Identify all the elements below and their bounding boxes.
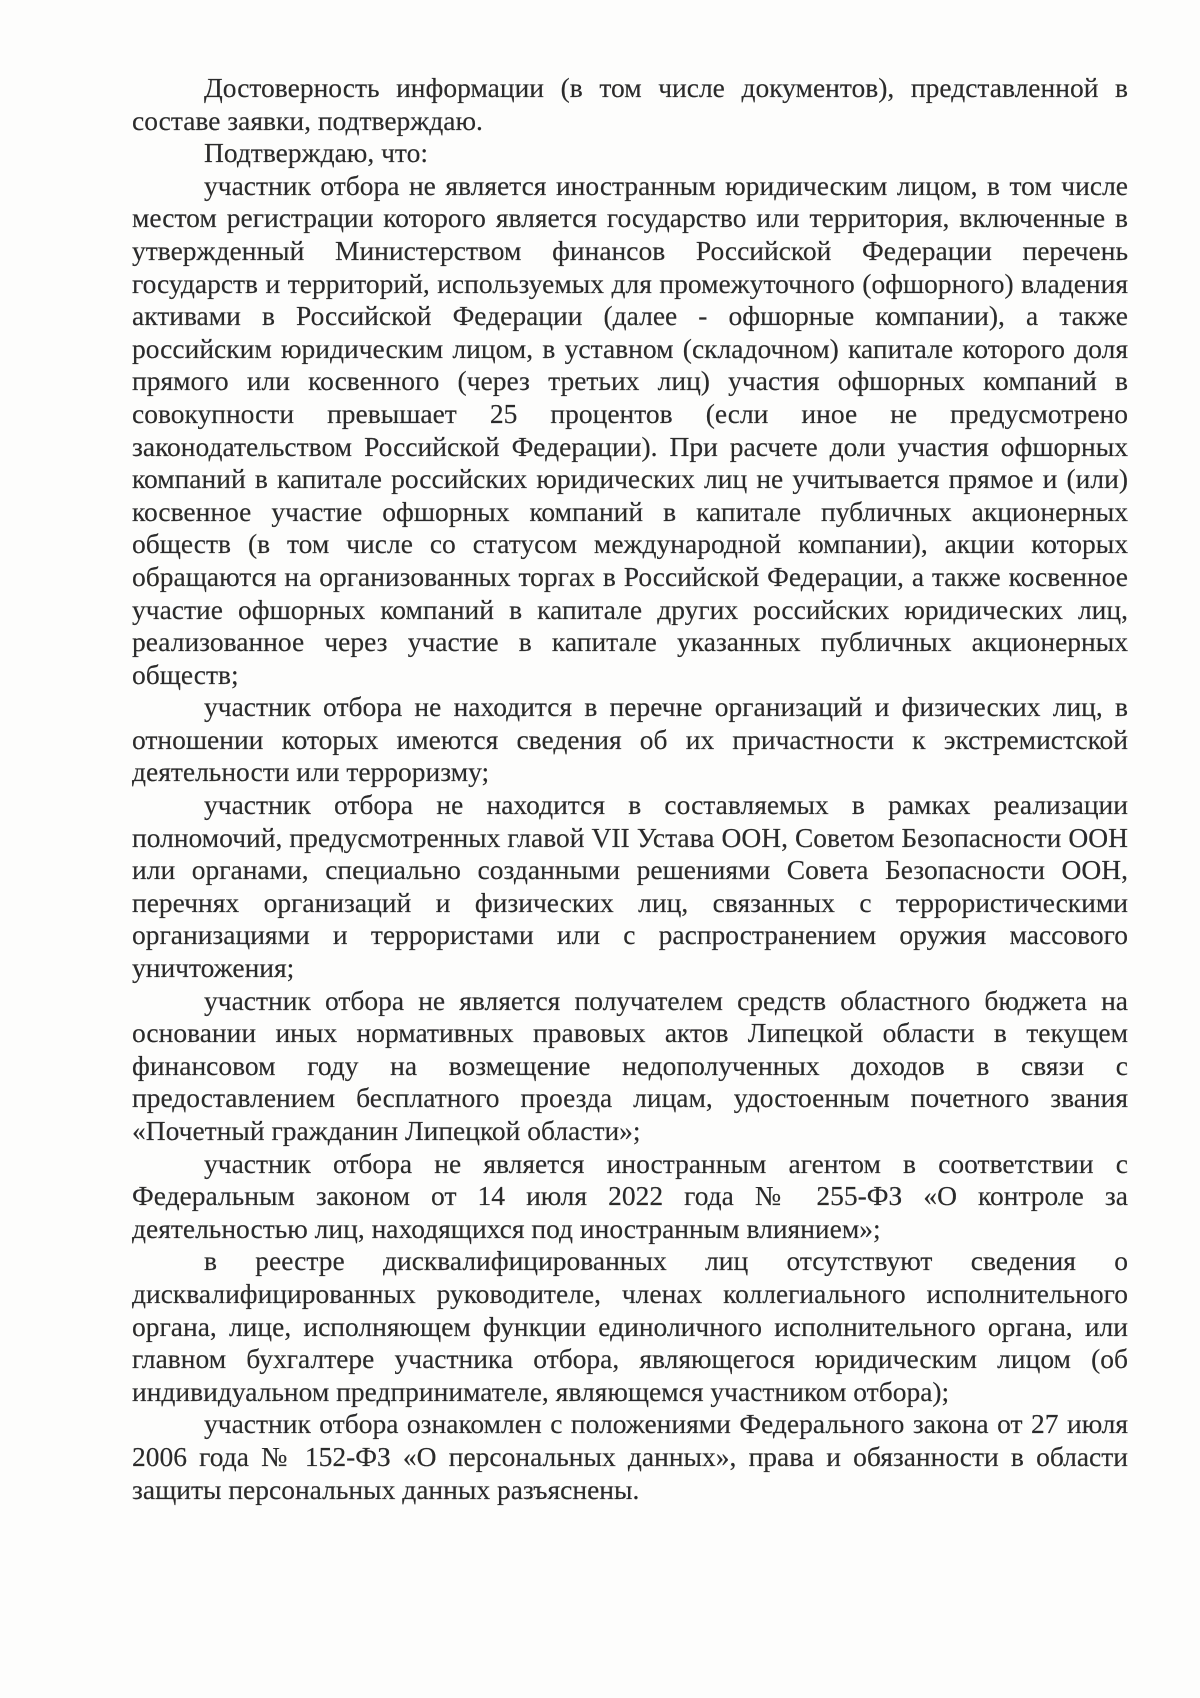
paragraph-not-un-sanctions-list: участник отбора не находится в составляемых в рамках реализации полномочий, предусмотренных главой VII Устава ООН, Советом Безопасности ООН или органами, специально созданными решениями Совета Безопасности ООН, перечнях организаций и физических лиц, связанных с террористическими организациями и террористами или с распространением оружия массового уничтожения; xyxy=(132,789,1128,984)
document-body xyxy=(132,72,1128,1506)
paragraph-not-foreign-agent: участник отбора не является иностранным агентом в соответствии с Федеральным законом от 14 июля 2022 года № 255-ФЗ «О контроле за деятельностью лиц, находящихся под иностранным влиянием»; xyxy=(132,1147,1128,1244)
paragraph-disqualified-registry: в реестре дисквалифицированных лиц отсутствуют сведения о дисквалифицированных руководителе, членах коллегиального исполнительного органа, лице, исполняющем функции единоличного исполнительного органа, или главном бухгалтере участника отбора, являющегося юридическим лицом (об индивидуальном предпринимателе, являющемся участником отбора); xyxy=(132,1245,1128,1407)
paragraph-not-foreign-entity: участник отбора не является иностранным юридическим лицом, в том числе местом регистрации которого является государство или территория, включенные в утвержденный Министерством финансов Российской Федерации перечень государств и территорий, используемых для промежуточного (офшорного) владения активами в Российской Федерации (далее - офшорные компании), а также российским юридическим лицом, в уставном (складочном) капитале которого доля прямого или косвенного (через третьих лиц) участия офшорных компаний в совокупности превышает 25 процентов (если иное не предусмотрено законодательством Российской Федерации). При расчете доли участия офшорных компаний в капитале российских юридических лиц не учитывается прямое и (или) косвенное участие офшорных компаний в капитале публичных акционерных обществ (в том числе со статусом международной компании), акции которых обращаются на организованных торгах в Российской Федерации, а также косвенное участие офшорных компаний в капитале других российских юридических лиц, реализованное через участие в капитале указанных публичных акционерных обществ; xyxy=(132,169,1128,690)
paragraph-not-extremist-list: участник отбора не находится в перечне организаций и физических лиц, в отношении которых имеются сведения об их причастности к экстремистской деятельности или терроризму; xyxy=(132,691,1128,788)
paragraph-confirmation-intro: Подтверждаю, что: xyxy=(204,137,428,169)
paragraph-not-budget-recipient: участник отбора не является получателем средств областного бюджета на основании иных нормативных правовых актов Липецкой области в текущем финансовом году на возмещение недополученных доходов в связи с предоставлением бесплатного проезда лицам, удостоенным почетного звания «Почетный гражданин Липецкой области»; xyxy=(132,984,1128,1146)
paragraph-confirmation-of-accuracy: Достоверность информации (в том числе документов), представленной в составе заявки, подтверждаю. xyxy=(132,72,1128,136)
paragraph-personal-data-law: участник отбора ознакомлен с положениями Федерального закона от 27 июля 2006 года № 152-ФЗ «О персональных данных», права и обязанности в области защиты персональных данных разъяснены. xyxy=(132,1408,1128,1505)
